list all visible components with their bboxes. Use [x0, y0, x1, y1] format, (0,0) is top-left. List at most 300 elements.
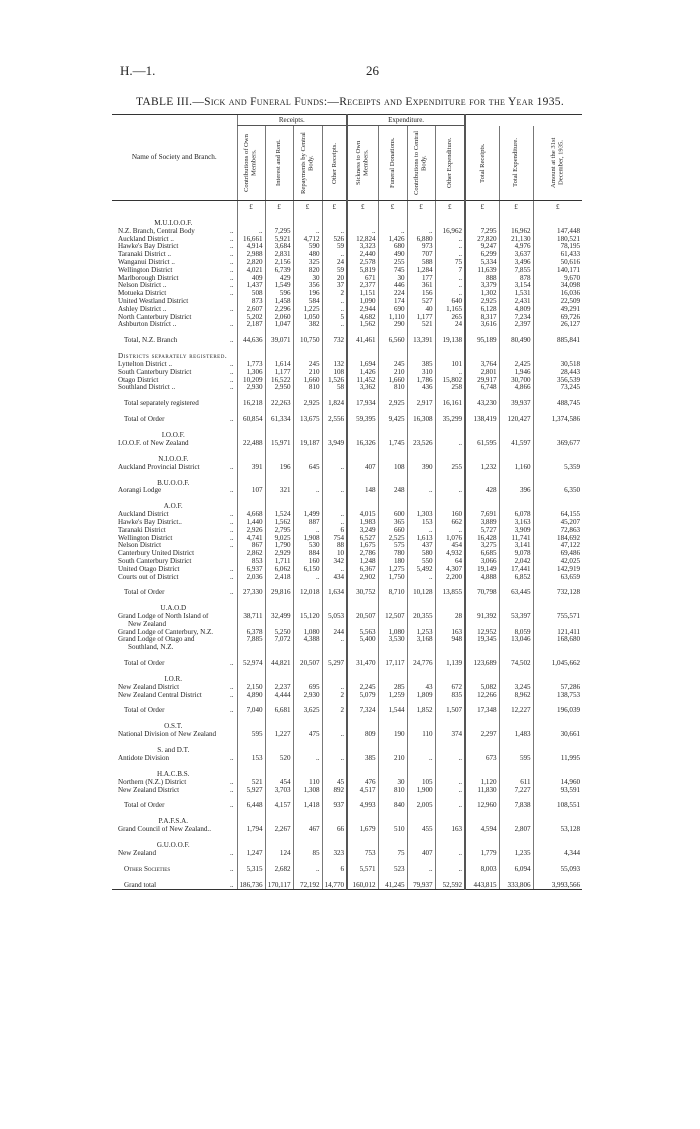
row-name: Lyttelton District .. — [118, 360, 172, 368]
value-cell: 55,093 — [533, 866, 582, 874]
value-cell: 196 — [265, 464, 293, 472]
value-cell: 2 — [322, 692, 347, 700]
value-cell: 16,962 — [435, 228, 465, 236]
value-cell: 595 — [499, 755, 533, 763]
leader-dots — [225, 636, 237, 644]
value-cell: 1,531 — [499, 290, 533, 298]
value-cell: 1,679 — [347, 826, 378, 834]
currency-symbol: £ — [465, 201, 499, 212]
leader-dots: .. — [229, 573, 234, 581]
value-cell: 835 — [435, 692, 465, 700]
value-cell: 437 — [407, 542, 435, 550]
value-cell: 2,820 — [237, 259, 265, 267]
value-cell: 2,950 — [265, 384, 293, 392]
value-cell: 5,082 — [465, 684, 499, 692]
row-name-continuation: New Zealand — [128, 620, 167, 628]
value-cell: .. — [293, 574, 322, 582]
value-cell: 210 — [378, 369, 407, 377]
value-cell: 88 — [322, 542, 347, 550]
value-cell: 454 — [265, 779, 293, 787]
value-cell: 73,245 — [533, 384, 582, 392]
row-name: Otago District — [118, 376, 159, 384]
total-row — [112, 337, 582, 345]
value-cell: 356 — [293, 282, 322, 290]
table-row — [112, 306, 582, 314]
value-cell: 180,521 — [533, 236, 582, 244]
value-cell: 13,675 — [293, 416, 322, 424]
value-cell: 6,880 — [407, 236, 435, 244]
value-cell: 63,445 — [499, 589, 533, 597]
table-row — [112, 384, 582, 392]
value-cell: 50,616 — [533, 259, 582, 267]
value-cell: 3,684 — [265, 243, 293, 251]
value-cell: 39,071 — [265, 337, 293, 345]
value-cell: 35,299 — [435, 416, 465, 424]
section-label: I.O.O.F. — [161, 430, 185, 439]
value-cell: 4,388 — [293, 636, 322, 644]
value-cell: 4,890 — [237, 692, 265, 700]
row-name: Northern (N.Z.) District — [118, 778, 187, 786]
value-cell: 41,461 — [347, 337, 378, 345]
value-cell: 8,317 — [465, 314, 499, 322]
section-label: A.O.F. — [163, 502, 183, 511]
value-cell: 510 — [378, 826, 407, 834]
total-label: Total of Order — [124, 707, 165, 715]
row-name: I.O.O.F. of New Zealand — [118, 439, 189, 447]
value-cell: 407 — [347, 464, 378, 472]
value-cell: 196 — [293, 290, 322, 298]
value-cell: .. — [435, 243, 465, 251]
value-cell: 110 — [407, 731, 435, 739]
value-cell: 4,682 — [347, 314, 378, 322]
value-cell: 1,165 — [435, 306, 465, 314]
value-cell: 6,937 — [237, 566, 265, 574]
table-row — [112, 267, 582, 275]
row-name: New Zealand — [118, 850, 157, 858]
value-cell: .. — [435, 866, 465, 874]
value-cell: 888 — [465, 275, 499, 283]
leader-dots: .. — [229, 683, 234, 691]
value-cell: 5,563 — [347, 629, 378, 637]
value-cell: 196,039 — [533, 707, 582, 715]
value-cell: 1,908 — [293, 535, 322, 543]
total-label: Total of Order — [124, 415, 165, 423]
value-cell: 41,597 — [499, 440, 533, 448]
value-cell: 66 — [322, 826, 347, 834]
value-cell: 580 — [407, 550, 435, 558]
leader-dots: .. — [229, 511, 234, 519]
value-cell: 79,937 — [407, 882, 435, 890]
value-cell: 6,078 — [499, 511, 533, 519]
value-cell: 1,418 — [293, 802, 322, 810]
value-cell: 2,005 — [407, 802, 435, 810]
value-cell: .. — [293, 228, 322, 236]
value-cell: 20,507 — [347, 613, 378, 621]
value-cell: .. — [322, 321, 347, 329]
value-cell: 390 — [407, 464, 435, 472]
value-cell: 177 — [407, 275, 435, 283]
value-cell: 30,518 — [533, 361, 582, 369]
value-cell: 1,613 — [407, 535, 435, 543]
section-label-row — [112, 471, 582, 487]
value-cell: 120,427 — [499, 416, 533, 424]
total-label: Total of Order — [124, 802, 165, 810]
value-cell: 16,522 — [265, 377, 293, 385]
value-cell: 108,551 — [533, 802, 582, 810]
section-label: U.A.O.D — [160, 604, 187, 613]
section-label-row — [112, 715, 582, 731]
value-cell: 1,177 — [407, 314, 435, 322]
row-name: N.Z. Branch, Central Body — [118, 227, 195, 235]
value-cell: 95,189 — [465, 337, 499, 345]
value-cell: .. — [407, 866, 435, 874]
value-cell: 75 — [378, 850, 407, 858]
value-cell: 186,736 — [237, 882, 265, 890]
total-row — [112, 416, 582, 424]
row-name: Grand Lodge of Canterbury, N.Z. — [118, 628, 214, 636]
grand-total-row — [112, 882, 582, 890]
value-cell: 45 — [322, 779, 347, 787]
value-cell: 16,962 — [499, 228, 533, 236]
value-cell: 2,440 — [347, 251, 378, 259]
value-cell: 64 — [435, 558, 465, 566]
value-cell: .. — [435, 755, 465, 763]
value-cell: .. — [322, 464, 347, 472]
value-cell: 7,855 — [499, 267, 533, 275]
value-cell: 39,937 — [499, 400, 533, 408]
value-cell: 170,117 — [265, 882, 293, 890]
value-cell: 23,526 — [407, 440, 435, 448]
column-header — [265, 126, 293, 201]
value-cell: .. — [435, 440, 465, 448]
row-name: Canterbury United District — [118, 550, 195, 558]
value-cell: 3,703 — [265, 787, 293, 795]
value-cell: .. — [322, 487, 347, 495]
row-name: Auckland Provincial District — [118, 463, 200, 471]
leader-dots: .. — [229, 565, 234, 573]
value-cell: 265 — [435, 314, 465, 322]
value-cell: 321 — [265, 487, 293, 495]
value-cell: .. — [435, 487, 465, 495]
value-cell: 30 — [293, 275, 322, 283]
value-cell: 4,015 — [347, 511, 378, 519]
row-name: Wellington District — [118, 266, 173, 274]
value-cell: .. — [435, 369, 465, 377]
value-cell: 210 — [378, 755, 407, 763]
leader-dots: .. — [229, 368, 234, 376]
value-cell: 255 — [378, 259, 407, 267]
value-cell: 163 — [435, 629, 465, 637]
value-cell: 1,426 — [378, 236, 407, 244]
value-cell: 1,177 — [265, 369, 293, 377]
value-cell: 1,458 — [265, 298, 293, 306]
column-header — [293, 126, 322, 201]
value-cell: 2,296 — [265, 306, 293, 314]
leader-dots: .. — [225, 882, 237, 890]
value-cell: 58 — [322, 384, 347, 392]
leader-dots: .. — [229, 360, 234, 368]
value-cell: 590 — [293, 243, 322, 251]
value-cell: 1,544 — [378, 707, 407, 715]
value-cell: 2,795 — [265, 527, 293, 535]
value-cell: 369,677 — [533, 440, 582, 448]
leader-dots: .. — [229, 534, 234, 542]
value-cell: 2,397 — [499, 321, 533, 329]
row-name: Taranaki District .. — [118, 251, 172, 259]
row-name: North Canterbury District — [118, 313, 192, 321]
value-cell: 5,053 — [322, 613, 347, 621]
value-cell: 1,151 — [347, 290, 378, 298]
value-cell: 1,045,662 — [533, 660, 582, 668]
value-cell: 184,692 — [533, 535, 582, 543]
value-cell: 24,776 — [407, 660, 435, 668]
value-cell: .. — [407, 487, 435, 495]
total-row — [112, 660, 582, 668]
row-name: Wanganui District .. — [118, 258, 175, 266]
value-cell: .. — [293, 527, 322, 535]
column-header — [533, 126, 582, 201]
value-cell: 17,117 — [378, 660, 407, 668]
total-label: Total of Order — [124, 660, 165, 668]
value-cell: 671 — [347, 275, 378, 283]
value-cell: 7,838 — [499, 802, 533, 810]
currency-symbol: £ — [435, 201, 465, 212]
value-cell: 5,727 — [465, 527, 499, 535]
value-cell: 4,976 — [499, 243, 533, 251]
value-cell: 69,486 — [533, 550, 582, 558]
value-cell: 7 — [435, 267, 465, 275]
value-cell: 3,616 — [465, 321, 499, 329]
value-cell: 884 — [293, 550, 322, 558]
value-cell: 27,820 — [465, 236, 499, 244]
value-cell: 11,741 — [499, 535, 533, 543]
value-cell: 1,634 — [322, 589, 347, 597]
value-cell: 1,440 — [237, 519, 265, 527]
table-row — [112, 487, 582, 495]
value-cell: 110 — [293, 779, 322, 787]
value-cell: 2,200 — [435, 574, 465, 582]
value-cell: 2,150 — [237, 684, 265, 692]
value-cell: 190 — [378, 731, 407, 739]
value-cell: 6,748 — [465, 384, 499, 392]
value-cell: 973 — [407, 243, 435, 251]
value-cell: 5,400 — [347, 636, 378, 644]
table-row — [112, 464, 582, 472]
total-row — [112, 400, 582, 408]
value-cell: 91,392 — [465, 613, 499, 621]
row-name: Courts out of District — [118, 573, 179, 581]
column-header — [499, 126, 533, 201]
value-cell: 255 — [435, 464, 465, 472]
value-cell: 8,710 — [378, 589, 407, 597]
value-cell: 17,348 — [465, 707, 499, 715]
value-cell: 72,192 — [293, 882, 322, 890]
value-cell: 40 — [407, 306, 435, 314]
value-cell: 5,927 — [237, 787, 265, 795]
value-cell: .. — [435, 275, 465, 283]
value-cell: 6,367 — [347, 566, 378, 574]
value-cell: 323 — [322, 850, 347, 858]
value-cell: 16,308 — [407, 416, 435, 424]
value-cell: 16,036 — [533, 290, 582, 298]
value-cell: 660 — [378, 527, 407, 535]
value-cell: 37 — [322, 282, 347, 290]
value-cell: 948 — [435, 636, 465, 644]
leader-dots — [225, 629, 237, 637]
table-row — [112, 369, 582, 377]
section-label-row — [112, 739, 582, 755]
leader-dots: .. — [229, 865, 234, 873]
table-row — [112, 527, 582, 535]
value-cell: 6,527 — [347, 535, 378, 543]
leader-dots: .. — [229, 266, 234, 274]
leader-dots: .. — [229, 290, 234, 298]
value-cell: 2,187 — [237, 321, 265, 329]
value-cell: 550 — [407, 558, 435, 566]
value-cell: 20 — [322, 275, 347, 283]
value-cell: 6,681 — [265, 707, 293, 715]
table-row-continuation — [112, 621, 582, 629]
value-cell: 61,334 — [265, 416, 293, 424]
value-cell: 123,689 — [465, 660, 499, 668]
value-cell: 6 — [322, 527, 347, 535]
value-cell: .. — [322, 731, 347, 739]
value-cell: 2,377 — [347, 282, 378, 290]
value-cell: 480 — [293, 251, 322, 259]
value-cell: 707 — [407, 251, 435, 259]
leader-dots: .. — [229, 321, 234, 329]
value-cell: 121,411 — [533, 629, 582, 637]
table-row — [112, 629, 582, 637]
value-cell: 732 — [322, 337, 347, 345]
value-cell: 385 — [347, 755, 378, 763]
page-number: 26 — [366, 63, 379, 78]
value-cell: 3,163 — [499, 519, 533, 527]
value-cell: 672 — [435, 684, 465, 692]
value-cell: 2,902 — [347, 574, 378, 582]
total-label: Other Societies — [124, 865, 171, 873]
value-cell: 1,660 — [293, 377, 322, 385]
section-label-row — [112, 834, 582, 850]
value-cell: 3,949 — [322, 440, 347, 448]
value-cell: 142,919 — [533, 566, 582, 574]
leader-dots — [225, 440, 237, 448]
value-cell: 690 — [378, 306, 407, 314]
value-cell: 3,909 — [499, 527, 533, 535]
table-row — [112, 251, 582, 259]
value-cell: 645 — [293, 464, 322, 472]
value-cell: 2,418 — [265, 574, 293, 582]
value-cell: 22,263 — [265, 400, 293, 408]
value-cell: 4,157 — [265, 802, 293, 810]
value-cell: 44,821 — [265, 660, 293, 668]
value-cell: 2,926 — [237, 527, 265, 535]
leader-dots: .. — [229, 589, 234, 597]
leader-dots: .. — [229, 227, 234, 235]
value-cell: 1,110 — [378, 314, 407, 322]
column-header-label: Other Expenditure. — [446, 137, 454, 189]
value-cell: 132 — [322, 361, 347, 369]
value-cell: 12,018 — [293, 589, 322, 597]
value-cell: 6,150 — [293, 566, 322, 574]
value-cell: 3,323 — [347, 243, 378, 251]
value-cell: 5,492 — [407, 566, 435, 574]
column-header-label: Interest and Rent. — [275, 139, 283, 187]
total-row — [112, 802, 582, 810]
value-cell: 1,809 — [407, 692, 435, 700]
table-row — [112, 542, 582, 550]
row-name: United Westland District — [118, 297, 189, 305]
value-cell: 1,080 — [293, 629, 322, 637]
row-name: Auckland District — [118, 511, 169, 519]
value-cell: 10 — [322, 550, 347, 558]
value-cell: 4,712 — [293, 236, 322, 244]
leader-dots: .. — [229, 778, 234, 786]
leader-dots: .. — [229, 235, 234, 243]
currency-symbol: £ — [322, 201, 347, 212]
group-header-expenditure: Expenditure. — [347, 115, 465, 126]
value-cell: 526 — [322, 236, 347, 244]
value-cell: 4,888 — [465, 574, 499, 582]
value-cell: 29,917 — [465, 377, 499, 385]
value-cell: 12,952 — [465, 629, 499, 637]
value-cell: 374 — [435, 731, 465, 739]
value-cell: 2,930 — [237, 384, 265, 392]
value-cell: 38,711 — [237, 613, 265, 621]
value-cell: 11,639 — [465, 267, 499, 275]
row-name: Grand Lodge of North Island of — [118, 613, 209, 621]
value-cell: 53,128 — [533, 826, 582, 834]
leader-dots: .. — [229, 384, 234, 392]
value-cell: 810 — [378, 787, 407, 795]
table-row — [112, 282, 582, 290]
value-cell: 521 — [237, 779, 265, 787]
value-cell: 1,302 — [465, 290, 499, 298]
column-header-name: Name of Society and Branch. — [112, 115, 237, 201]
section-label: N.I.O.O.F. — [158, 454, 189, 463]
value-cell: 600 — [378, 511, 407, 519]
table-row — [112, 850, 582, 858]
section-label-row — [112, 495, 582, 511]
value-cell: 1,524 — [265, 511, 293, 519]
table-row — [112, 361, 582, 369]
table-row — [112, 298, 582, 306]
value-cell: 16,661 — [237, 236, 265, 244]
value-cell: 2,862 — [237, 550, 265, 558]
value-cell: 3,168 — [407, 636, 435, 644]
section-label: H.A.C.B.S. — [156, 770, 190, 779]
value-cell: 19,138 — [435, 337, 465, 345]
value-cell: .. — [435, 527, 465, 535]
value-cell: 17,934 — [347, 400, 378, 408]
section-label: O.S.T. — [164, 722, 183, 731]
leader-dots — [225, 550, 237, 558]
value-cell: 2,156 — [265, 259, 293, 267]
value-cell: 6,448 — [237, 802, 265, 810]
value-cell: 14,960 — [533, 779, 582, 787]
value-cell: 2,556 — [322, 416, 347, 424]
table-row — [112, 290, 582, 298]
value-cell: 1,306 — [237, 369, 265, 377]
value-cell: 6,685 — [465, 550, 499, 558]
value-cell: 1,507 — [435, 707, 465, 715]
value-cell: 12,507 — [378, 613, 407, 621]
value-cell: 30 — [378, 779, 407, 787]
value-cell: 7,072 — [265, 636, 293, 644]
value-cell: 1,437 — [237, 282, 265, 290]
value-cell: 2,042 — [499, 558, 533, 566]
value-cell: 160,012 — [347, 882, 378, 890]
